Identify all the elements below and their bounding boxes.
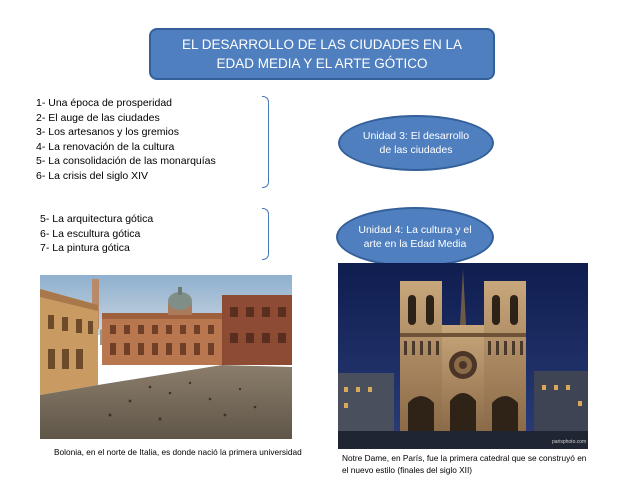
unit-3-bubble (338, 115, 494, 171)
list-item: 3- Los artesanos y los gremios (36, 126, 179, 139)
list-item: 5- La consolidación de las monarquías (36, 155, 216, 168)
title-box (149, 28, 495, 80)
notre-dame-photo (338, 263, 588, 449)
list-item: 7- La pintura gótica (40, 242, 130, 255)
unit-4-bubble (336, 207, 494, 267)
unit-3-label: Unidad 3: El desarrollo de las ciudades (362, 130, 470, 156)
list-item: 6- La escultura gótica (40, 227, 141, 240)
unit-4-label: Unidad 4: La cultura y el arte en la Edad Media (358, 224, 472, 250)
topic-list-unit-4 (40, 212, 153, 256)
list-item: 6- La crisis del siglo XIV (36, 169, 149, 182)
bologna-photo (40, 275, 292, 439)
list-item: 4- La renovación de la cultura (36, 140, 175, 153)
list-item: 2- El auge de las ciudades (36, 111, 160, 124)
list-item: 1- Una época de prosperidad (36, 97, 173, 109)
svg-text:parisphoto.com: parisphoto.com (552, 439, 587, 445)
topic-list-unit-3 (36, 96, 216, 184)
caption-bologna: Bolonia, en el norte de Italia, es donde nació la primera universidad (54, 447, 302, 457)
bracket-unit-3 (262, 96, 269, 188)
bracket-unit-4 (262, 208, 269, 260)
caption-notre-dame: Notre Dame, en París, fue la primera catedral que se construyó en el nuevo estilo (finales del siglo XII) (342, 453, 587, 475)
list-item: 5- La arquitectura gótica (40, 213, 154, 225)
page-title: EL DESARROLLO DE LAS CIUDADES EN LA EDAD MEDIA Y EL ARTE GÓTICO (181, 37, 463, 71)
